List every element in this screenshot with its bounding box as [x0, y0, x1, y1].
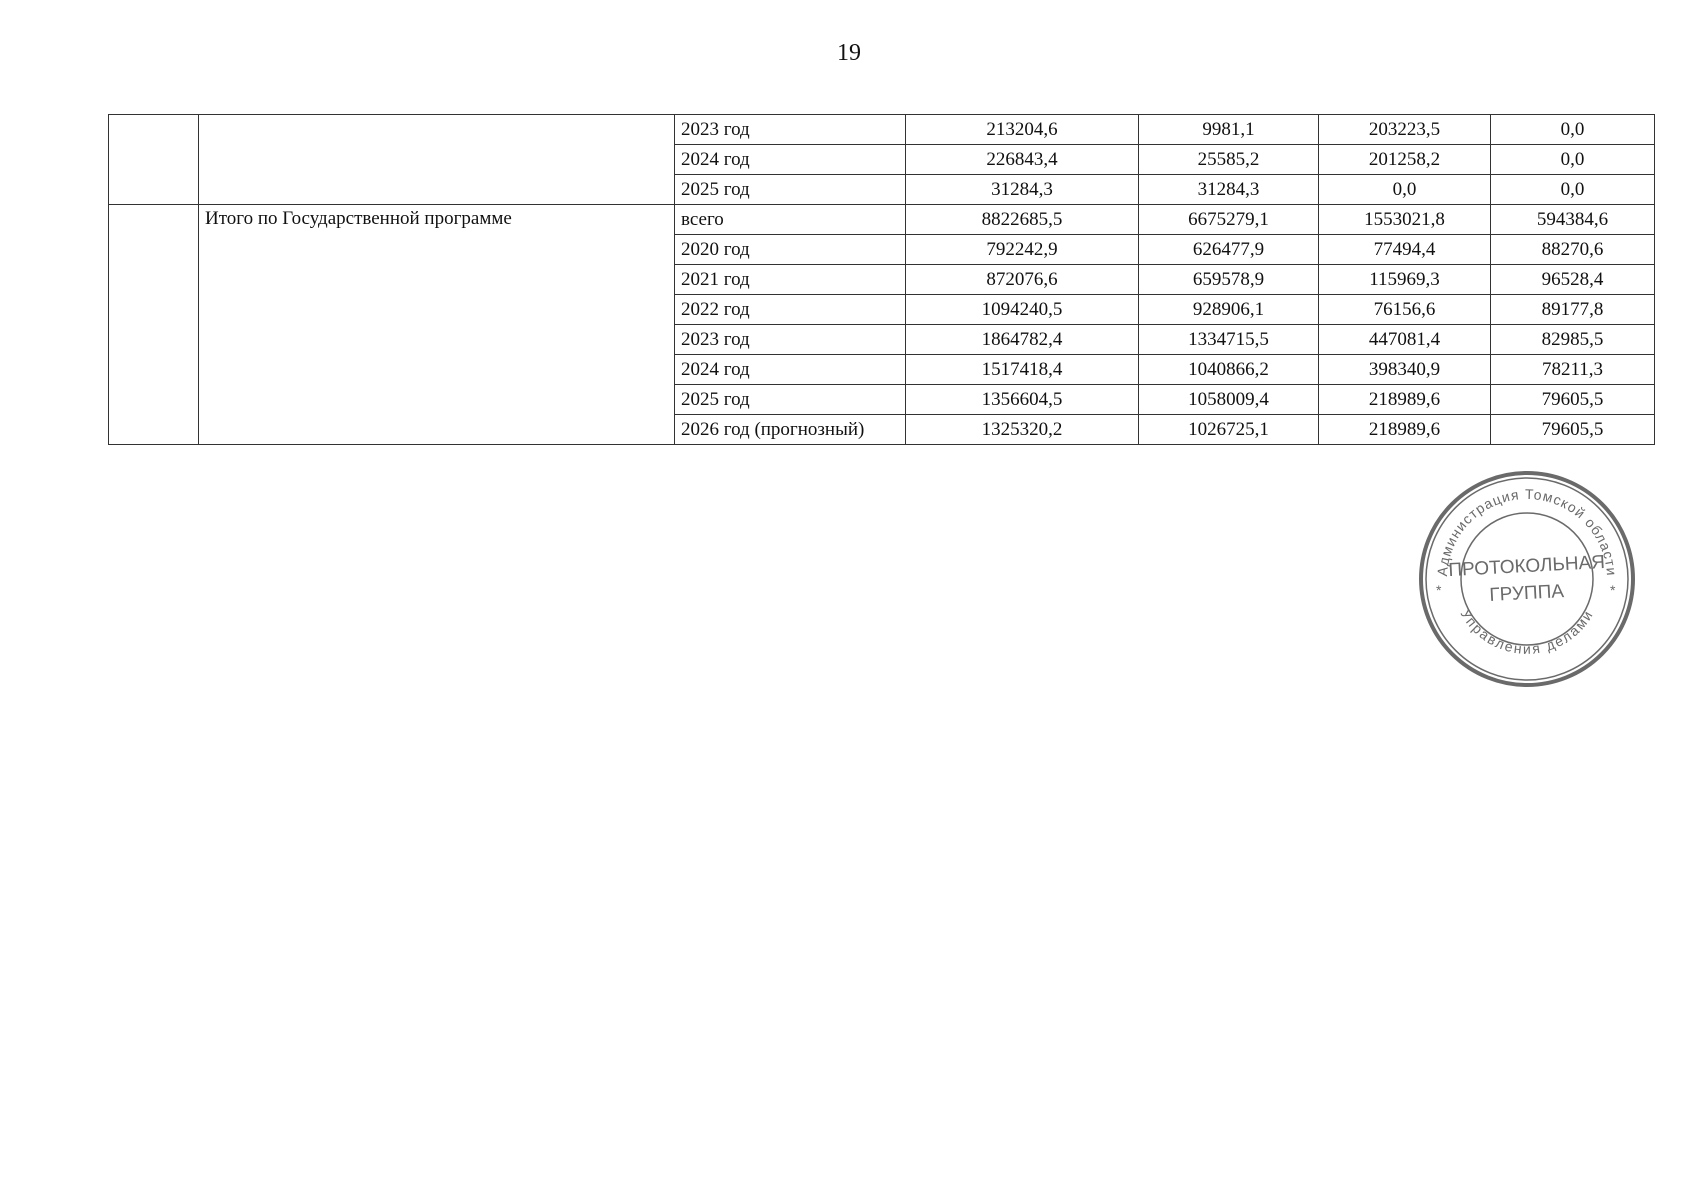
period-cell: 2023 год [675, 115, 906, 145]
total-cell: 792242,9 [906, 235, 1139, 265]
total-cell: 1517418,4 [906, 355, 1139, 385]
value-cell: 203223,5 [1319, 115, 1491, 145]
svg-text:Управления делами [1457, 606, 1596, 657]
value-cell: 447081,4 [1319, 325, 1491, 355]
value-cell: 79605,5 [1491, 415, 1655, 445]
period-cell: 2021 год [675, 265, 906, 295]
seal-star-right: * [1610, 582, 1616, 598]
value-cell: 6675279,1 [1139, 205, 1319, 235]
period-cell: 2023 год [675, 325, 906, 355]
period-cell: 2024 год [675, 355, 906, 385]
value-cell: 31284,3 [1139, 175, 1319, 205]
official-seal-stamp [1416, 468, 1638, 690]
value-cell: 79605,5 [1491, 385, 1655, 415]
program-total-name: Итого по Государственной программе [199, 205, 675, 445]
table-row [109, 115, 1655, 145]
value-cell: 594384,6 [1491, 205, 1655, 235]
value-cell: 88270,6 [1491, 235, 1655, 265]
total-cell: 31284,3 [906, 175, 1139, 205]
value-cell: 1334715,5 [1139, 325, 1319, 355]
row-number-cell [109, 205, 199, 445]
period-cell: 2022 год [675, 295, 906, 325]
period-cell: 2025 год [675, 385, 906, 415]
value-cell: 1026725,1 [1139, 415, 1319, 445]
value-cell: 0,0 [1491, 175, 1655, 205]
value-cell: 659578,9 [1139, 265, 1319, 295]
value-cell: 96528,4 [1491, 265, 1655, 295]
total-cell: 226843,4 [906, 145, 1139, 175]
financing-table [108, 114, 1655, 445]
value-cell: 1040866,2 [1139, 355, 1319, 385]
value-cell: 928906,1 [1139, 295, 1319, 325]
period-cell: 2024 год [675, 145, 906, 175]
total-cell: 1325320,2 [906, 415, 1139, 445]
value-cell: 0,0 [1491, 145, 1655, 175]
name-cell [199, 115, 675, 205]
value-cell: 25585,2 [1139, 145, 1319, 175]
period-cell: всего [675, 205, 906, 235]
value-cell: 1553021,8 [1319, 205, 1491, 235]
total-cell: 213204,6 [906, 115, 1139, 145]
seal-bottom-text: Управления делами [1457, 606, 1597, 657]
value-cell: 9981,1 [1139, 115, 1319, 145]
value-cell: 1058009,4 [1139, 385, 1319, 415]
seal-center-line2: ГРУППА [1488, 581, 1565, 606]
period-cell: 2020 год [675, 235, 906, 265]
value-cell: 78211,3 [1491, 355, 1655, 385]
value-cell: 82985,5 [1491, 325, 1655, 355]
value-cell: 626477,9 [1139, 235, 1319, 265]
value-cell: 77494,4 [1319, 235, 1491, 265]
value-cell: 0,0 [1319, 175, 1491, 205]
page-number: 19 [837, 40, 861, 66]
value-cell: 201258,2 [1319, 145, 1491, 175]
total-cell: 1356604,5 [906, 385, 1139, 415]
seal-center-line1: ПРОТОКОЛЬНАЯ [1447, 551, 1606, 582]
seal-outer-text: Администрация Томской области [1433, 485, 1621, 577]
value-cell: 398340,9 [1319, 355, 1491, 385]
value-cell: 0,0 [1491, 115, 1655, 145]
value-cell: 76156,6 [1319, 295, 1491, 325]
table-row [109, 205, 1655, 235]
total-cell: 872076,6 [906, 265, 1139, 295]
value-cell: 218989,6 [1319, 415, 1491, 445]
value-cell: 218989,6 [1319, 385, 1491, 415]
value-cell: 89177,8 [1491, 295, 1655, 325]
seal-star-left: * [1436, 582, 1442, 598]
period-cell: 2025 год [675, 175, 906, 205]
period-cell: 2026 год (прогнозный) [675, 415, 906, 445]
value-cell: 115969,3 [1319, 265, 1491, 295]
total-cell: 8822685,5 [906, 205, 1139, 235]
total-cell: 1094240,5 [906, 295, 1139, 325]
total-cell: 1864782,4 [906, 325, 1139, 355]
row-number-cell [109, 115, 199, 205]
